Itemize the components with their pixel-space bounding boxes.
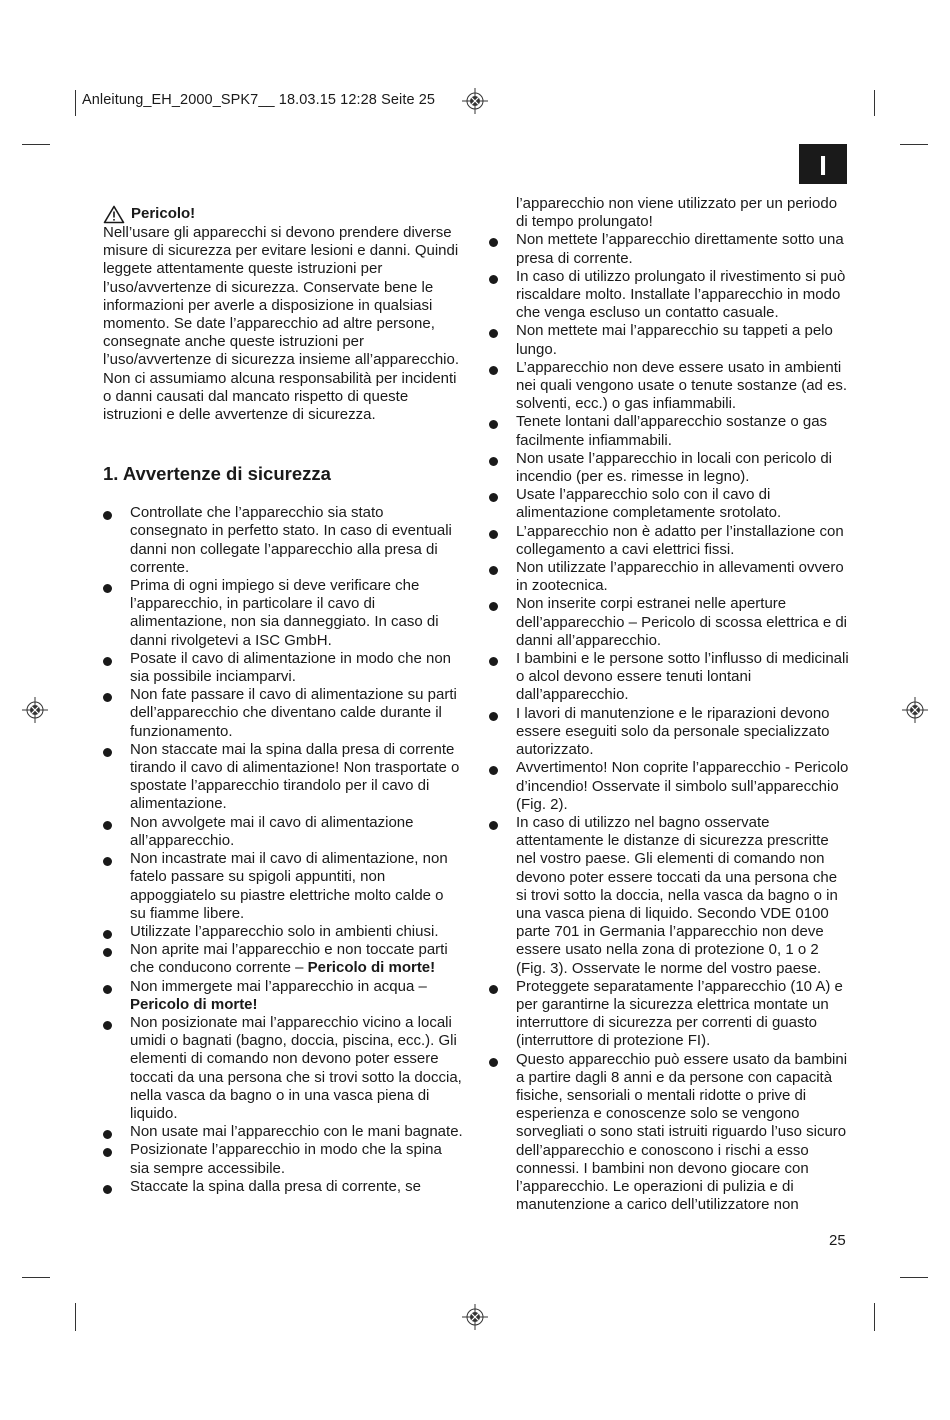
warning-title: Pericolo! [131,205,196,223]
list-item: Non fate passare il cavo di alimentazione su parti dell’apparecchio che diventano calde durante il funzionamento. [103,686,463,741]
left-column [103,205,463,1196]
list-item: Posizionate l’apparecchio in modo che la spina sia sempre accessibile. [103,1141,463,1177]
list-item: Non mettete mai l’apparecchio su tappeti a pelo lungo. [489,322,851,358]
list-item: L’apparecchio non deve essere usato in ambienti nei quali vengono usate o tenute sostanze (ad es. solventi, ecc.) o gas infiammabili. [489,359,851,414]
list-item: Non usate mai l’apparecchio con le mani bagnate. [103,1123,463,1141]
list-item: In caso di utilizzo nel bagno osservate attentamente le distanze di sicurezza prescritte nel vostro paese. Gli elementi di comando non devono poter essere toccati da una persona che si trovi sotto la doccia, nella vasca da bagno o in una vasca piena di liquido. Secondo VDE 0100 parte 701 in Germania l’apparecchio non deve essere usato nella zona di protezione 0, 1 o 2 (Fig. 3). Osservate le norme del vostro paese. [489,814,851,978]
list-item: Non immergete mai l’apparecchio in acqua – Pericolo di morte! [103,978,463,1014]
list-item: I lavori di manutenzione e le riparazioni devono essere eseguiti solo da personale specializzato autorizzato. [489,705,851,760]
danger-emphasis: Pericolo di morte! [130,995,258,1013]
list-item: Utilizzate l’apparecchio solo in ambienti chiusi. [103,923,463,941]
list-item: Non utilizzate l’apparecchio in allevamenti ovvero in zootecnica. [489,559,851,595]
left-bullet-list [103,504,463,1196]
list-item: Non posizionate mai l’apparecchio vicino a locali umidi o bagnati (bagno, doccia, piscina, ecc.). Gli elementi di comando non devono poter essere toccati da una persona che si trovi sotto la doccia, nella vasca da bagno o in una vasca piena di liquido. [103,1014,463,1123]
page-number: 25 [829,1232,846,1249]
list-item: Posate il cavo di alimentazione in modo che non sia possibile inciamparvi. [103,650,463,686]
list-item: Non incastrate mai il cavo di alimentazione, non fatelo passare su spigoli appuntiti, non appoggiatelo su piastre elettriche molto calde o su fiamme libere. [103,850,463,923]
print-header: Anleitung_EH_2000_SPK7__ 18.03.15 12:28 Seite 25 [82,92,436,108]
list-item: Non staccate mai la spina dalla presa di corrente tirando il cavo di alimentazione! Non trasportate o spostate l’apparecchio tirandolo per il cavo di alimentazione. [103,741,463,814]
warning-triangle-icon [103,205,125,224]
list-item: Non aprite mai l’apparecchio e non toccate parti che conducono corrente – Pericolo di morte! [103,941,463,977]
crop-mark [900,144,928,145]
language-tab: I [799,144,847,184]
list-item: Non mettete l’apparecchio direttamente sotto una presa di corrente. [489,231,851,267]
continued-text: l’apparecchio non viene utilizzato per un periodo di tempo prolungato! [516,195,838,231]
list-item: In caso di utilizzo prolungato il rivestimento si può riscaldare molto. Installate l’apparecchio in modo che venga escluso un contatto casuale. [489,268,851,323]
crop-mark [22,144,50,145]
right-column [489,195,851,1214]
registration-mark-icon [902,697,928,723]
registration-mark-icon [22,697,48,723]
crop-mark [75,90,76,116]
list-item: Non usate l’apparecchio in locali con pericolo di incendio (per es. rimesse in legno). [489,450,851,486]
list-item: Controllate che l’apparecchio sia stato consegnato in perfetto stato. In caso di eventuali danni non collegate l’apparecchio alla presa di corrente. [103,504,463,577]
list-item: L’apparecchio non è adatto per l’installazione con collegamento a cavi elettrici fissi. [489,523,851,559]
crop-mark [75,1303,76,1331]
list-item: I bambini e le persone sotto l’influsso di medicinali o alcol devono essere tenuti lontani dall’apparecchio. [489,650,851,705]
warning-heading [103,205,463,224]
list-item: Proteggete separatamente l’apparecchio (10 A) e per garantirne la sicurezza elettrica montate un interruttore di sicurezza per correnti di guasto (interruttore di protezione FI). [489,978,851,1051]
right-bullet-list [489,231,851,1214]
crop-mark [900,1277,928,1278]
list-item: Usate l’apparecchio solo con il cavo di alimentazione completamente srotolato. [489,486,851,522]
crop-mark [22,1277,50,1278]
registration-mark-icon [462,1304,488,1330]
registration-mark-icon [462,88,488,114]
list-item: Avvertimento! Non coprite l’apparecchio - Pericolo d’incendio! Osservate il simbolo sull’apparecchio (Fig. 2). [489,759,851,814]
section-title: 1. Avvertenze di sicurezza [103,463,331,485]
danger-emphasis: Pericolo di morte! [307,959,436,977]
warning-text: Nell’usare gli apparecchi si devono prendere diverse misure di sicurezza per evitare lesioni e danni. Quindi leggete attentamente queste istruzioni per l’uso/avvertenze di sicurezza. Conservate bene le informazioni per averle a disposizione in qualsiasi momento. Se date l’apparecchio ad altre persone, consegnate anche queste istruzioni per l’uso/avvertenze di sicurezza insieme all’apparecchio. Non ci assumiamo alcuna responsabilità per incidenti o danni causati dal mancato rispetto di queste istruzioni e delle avvertenze di sicurezza. [103,224,460,424]
crop-mark [874,90,875,116]
list-item: Non inserite corpi estranei nelle aperture dell’apparecchio – Pericolo di scossa elettrica e di danni all’apparecchio. [489,595,851,650]
list-item: Non avvolgete mai il cavo di alimentazione all’apparecchio. [103,814,463,850]
list-item: Questo apparecchio può essere usato da bambini a partire dagli 8 anni e da persone con capacità fisiche, sensoriali o mentali ridotte o prive di esperienza e conoscenze solo se vengono sorvegliati o sono stati istruiti riguardo l’uso sicuro dell’apparecchio e conoscono i rischi a esso connessi. I bambini non devono giocare con l’apparecchio. Le operazioni di pulizia e di manutenzione a carico dell’utilizzatore non [489,1051,851,1215]
list-item: Tenete lontani dall’apparecchio sostanze o gas facilmente infiammabili. [489,413,851,449]
list-item: Staccate la spina dalla presa di corrente, se [103,1178,463,1196]
crop-mark [874,1303,875,1331]
list-item: Prima di ogni impiego si deve verificare che l’apparecchio, in particolare il cavo di alimentazione, non sia danneggiato. In caso di danni rivolgetevi a ISC GmbH. [103,577,463,650]
